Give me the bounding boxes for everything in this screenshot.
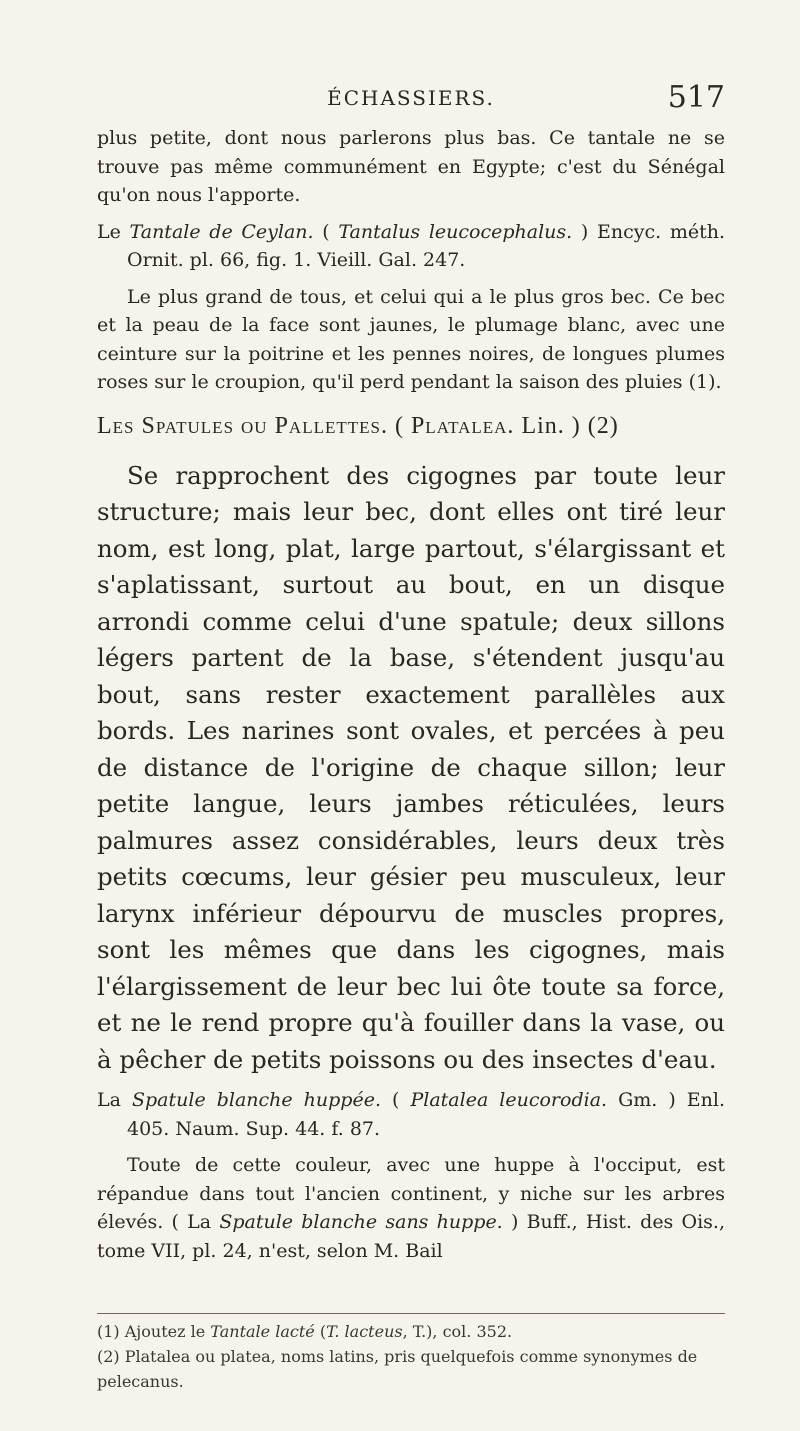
page-number: 517: [667, 80, 725, 115]
footnote-1-tail: , T.), col. 352.: [402, 1322, 513, 1341]
footnote-1-lead: (1) Ajoutez le: [97, 1322, 211, 1341]
paragraph-continued: plus petite, dont nous parlerons plus bas. Ce tantale ne se trouve pas même communément en Egypte; c'est du Sénégal qu'on nous l'apporte.: [97, 127, 725, 206]
section-author: Lin. ) (2): [514, 412, 619, 439]
footnote-1-latin: T. lacteus: [326, 1322, 403, 1341]
final-text: Toute de cette couleur, avec une huppe à l'occiput, est répandue dans tout l'ancien continent, y niche sur les arbres élevés. ( La: [97, 1154, 725, 1233]
entry-lead: La: [97, 1089, 132, 1111]
footnote-1-mid: (: [314, 1322, 327, 1341]
footnote-1: [97, 1319, 725, 1344]
common-name: Spatule blanche huppée.: [131, 1089, 381, 1111]
footnote-1-italic: Tantale lacté: [210, 1322, 315, 1341]
paragraph-final: [97, 1151, 725, 1265]
species-entry-ceylan: [97, 218, 725, 275]
latin-name: Tantalus leucocephalus.: [338, 220, 573, 243]
footnote-2: (2) Platalea ou platea, noms latins, pris quelquefois comme synonymes de pelecanus.: [97, 1347, 698, 1391]
running-title: ÉCHASSIERS.: [327, 86, 495, 110]
entry-lead: Le: [97, 220, 130, 243]
references: ) Encyc. méth. Ornit. pl. 66, fig. 1. Vieill. Gal. 247.: [127, 220, 725, 271]
genus-name: ( Platalea.: [387, 412, 515, 439]
footnotes: [97, 1319, 725, 1394]
section-title: Les Spatules ou Pallettes.: [97, 412, 388, 439]
paragraph-description: Le plus grand de tous, et celui qui a le plus gros bec. Ce bec et la peau de la face sont jaunes, le plumage blanc, avec une ceinture sur la poitrine et les pennes noires, de longues plumes roses sur le croupion, qu'il perd pendant la saison des pluies (1).: [97, 285, 725, 393]
common-name: Tantale de Ceylan.: [129, 220, 314, 243]
section-heading: [97, 413, 725, 440]
paragraph-spatules: Se rapprochent des cigognes par toute leur structure; mais leur bec, dont elles ont tiré leur nom, est long, plat, large partout, s'élargissant et s'aplatissant, surtout au bout, en un disque arrondi comme celui d'une spatule; deux sillons légers partent de la base, s'étendent jusqu'au bout, sans rester exactement parallèles aux bords. Les narines sont ovales, et percées à peu de distance de l'origine de chaque sillon; leur petite langue, leurs jambes réticulées, leurs palmures assez considérables, leurs deux très petits cœcums, leur gésier peu musculeux, leur larynx inférieur dépourvu de muscles propres, sont les mêmes que dans les cigognes, mais l'élargissement de leur bec lui ôte toute sa force, et ne le rend propre qu'à fouiller dans la vase, ou à pêcher de petits poissons ou des insectes d'eau.: [97, 460, 725, 1074]
references: Gm. ) Enl. 405. Naum. Sup. 44. f. 87.: [127, 1089, 726, 1140]
page-header: [97, 78, 725, 118]
final-tail: ) Buff., Hist. des Ois., tome VII, pl. 24, n'est, selon M. Bail: [97, 1211, 726, 1262]
italic-name: Spatule blanche sans huppe.: [219, 1211, 503, 1233]
paren-open: (: [381, 1089, 411, 1111]
latin-name: Platalea leucorodia.: [410, 1089, 608, 1111]
footnote-rule: [97, 1313, 725, 1314]
main-text: [97, 124, 725, 1265]
species-entry-spatule: [97, 1086, 725, 1143]
paren-open: (: [313, 220, 339, 243]
